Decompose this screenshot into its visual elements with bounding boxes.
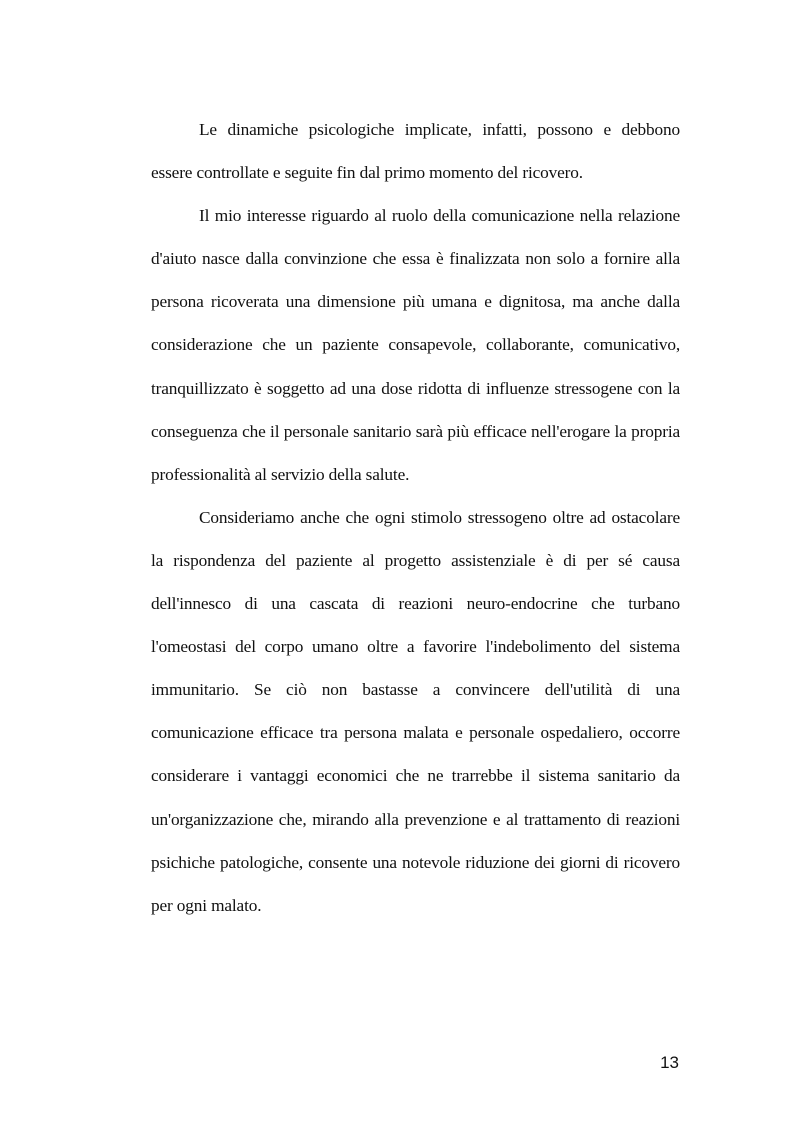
body-text bbox=[151, 108, 680, 927]
paragraph: Il mio interesse riguardo al ruolo della comunicazione nella relazione d'aiuto nasce dalla convinzione che essa è finalizzata non solo a fornire alla persona ricoverata una dimensione più umana e dignitosa, ma anche dalla considerazione che un paziente consapevole, collaborante, comunicativo, tranquillizzato è soggetto ad una dose ridotta di influenze stressogene con la conseguenza che il personale sanitario sarà più efficace nell'erogare la propria professionalità al servizio della salute. bbox=[151, 206, 680, 484]
page-number: 13 bbox=[660, 1053, 679, 1072]
paragraph: Le dinamiche psicologiche implicate, infatti, possono e debbono essere controllate e seguite fin dal primo momento del ricovero. bbox=[151, 120, 680, 183]
paragraph: Consideriamo anche che ogni stimolo stressogeno oltre ad ostacolare la rispondenza del paziente al progetto assistenziale è di per sé causa dell'innesco di una cascata di reazioni neuro-endocrine che turbano l'omeostasi del corpo umano oltre a favorire l'indebolimento del sistema immunitario. Se ciò non bastasse a convincere dell'utilità di una comunicazione efficace tra persona malata e personale ospedaliero, occorre considerare i vantaggi economici che ne trarrebbe il sistema sanitario da un'organizzazione che, mirando alla prevenzione e al trattamento di reazioni psichiche patologiche, consente una notevole riduzione dei giorni di ricovero per ogni malato. bbox=[151, 507, 680, 915]
